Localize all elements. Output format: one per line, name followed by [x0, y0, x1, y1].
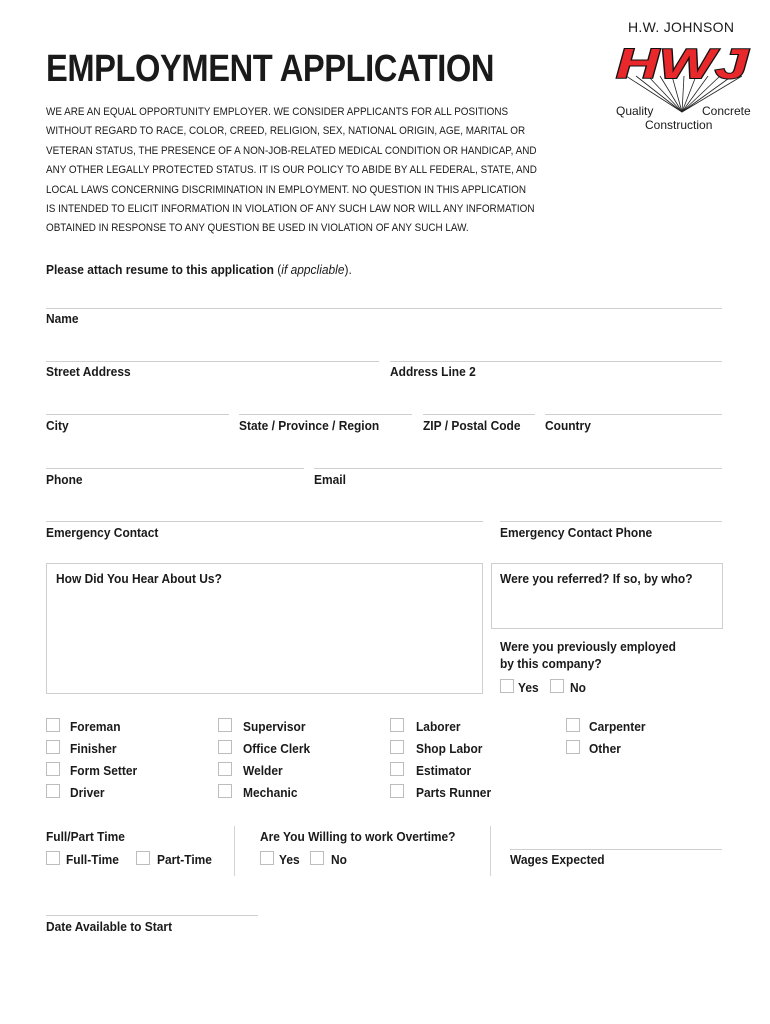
- email-input[interactable]: [314, 468, 722, 469]
- overtime-no-label: No: [331, 852, 347, 867]
- position-form-setter-checkbox[interactable]: [46, 762, 60, 776]
- position-shop-labor-label: Shop Labor: [416, 741, 483, 756]
- position-parts-runner-checkbox[interactable]: [390, 784, 404, 798]
- position-driver-label: Driver: [70, 785, 105, 800]
- overtime-no-checkbox[interactable]: [310, 851, 324, 865]
- address-line-2-label: Address Line 2: [390, 364, 476, 379]
- section-divider: [490, 826, 491, 876]
- section-divider: [234, 826, 235, 876]
- position-parts-runner-label: Parts Runner: [416, 785, 492, 800]
- zip-input[interactable]: [423, 414, 535, 415]
- eeo-line: IS INTENDED TO ELICIT INFORMATION IN VIOLATION OF ANY SUCH LAW NOR WILL ANY INFORMATION: [46, 203, 535, 216]
- emergency-contact-input[interactable]: [46, 521, 483, 522]
- overtime-yes-label: Yes: [279, 852, 300, 867]
- logo-mark: HWJ: [616, 40, 751, 87]
- wages-expected-label: Wages Expected: [510, 852, 605, 867]
- resume-instruction: [46, 262, 352, 277]
- resume-open: (: [273, 262, 282, 277]
- position-carpenter-checkbox[interactable]: [566, 718, 580, 732]
- previously-employed-no-label: No: [570, 680, 586, 695]
- address-line-2-input[interactable]: [390, 361, 722, 362]
- previously-employed-yes-label: Yes: [518, 680, 539, 695]
- position-other-label: Other: [589, 741, 621, 756]
- position-office-clerk-checkbox[interactable]: [218, 740, 232, 754]
- street-address-input[interactable]: [46, 361, 379, 362]
- position-welder-label: Welder: [243, 763, 283, 778]
- eeo-line: OBTAINED IN RESPONSE TO ANY QUESTION BE USED IN VIOLATION OF ANY SUCH LAW.: [46, 222, 469, 235]
- date-available-input[interactable]: [46, 915, 258, 916]
- position-carpenter-label: Carpenter: [589, 719, 646, 734]
- resume-italic: if appcliable: [281, 262, 345, 277]
- previously-employed-label-1: Were you previously employed: [500, 639, 676, 654]
- position-other-checkbox[interactable]: [566, 740, 580, 754]
- position-office-clerk-label: Office Clerk: [243, 741, 311, 756]
- eeo-line: WITHOUT REGARD TO RACE, COLOR, CREED, RELIGION, SEX, NATIONAL ORIGIN, AGE, MARITAL OR: [46, 125, 526, 138]
- position-mechanic-checkbox[interactable]: [218, 784, 232, 798]
- phone-label: Phone: [46, 472, 83, 487]
- eeo-line: LOCAL LAWS CONCERNING DISCRIMINATION IN EMPLOYMENT. NO QUESTION IN THIS APPLICATION: [46, 183, 527, 196]
- equal-opportunity-statement: [46, 103, 586, 239]
- zip-label: ZIP / Postal Code: [423, 418, 521, 433]
- state-label: State / Province / Region: [239, 418, 380, 433]
- position-driver-checkbox[interactable]: [46, 784, 60, 798]
- position-foreman-checkbox[interactable]: [46, 718, 60, 732]
- company-name-text: H.W. JOHNSON: [628, 19, 735, 35]
- position-shop-labor-checkbox[interactable]: [390, 740, 404, 754]
- position-finisher-checkbox[interactable]: [46, 740, 60, 754]
- name-input[interactable]: [46, 308, 722, 309]
- eeo-line: ANY OTHER LEGALLY PROTECTED STATUS. IT IS OUR POLICY TO ABIDE BY ALL FEDERAL, STATE, AND: [46, 164, 537, 177]
- phone-input[interactable]: [46, 468, 304, 469]
- position-laborer-label: Laborer: [416, 719, 461, 734]
- date-available-label: Date Available to Start: [46, 919, 173, 934]
- emergency-contact-label: Emergency Contact: [46, 525, 159, 540]
- position-foreman-label: Foreman: [70, 719, 121, 734]
- city-input[interactable]: [46, 414, 229, 415]
- resume-bold: Please attach resume to this application: [46, 262, 274, 277]
- full-part-time-label: Full/Part Time: [46, 829, 125, 844]
- page-title: EMPLOYMENT APPLICATION: [46, 48, 495, 90]
- emergency-phone-input[interactable]: [500, 521, 722, 522]
- logo-construction-text: Construction: [645, 118, 713, 132]
- previously-employed-label-2: by this company?: [500, 656, 602, 671]
- position-laborer-checkbox[interactable]: [390, 718, 404, 732]
- eeo-line: VETERAN STATUS, THE PRESENCE OF A NON-JOB-RELATED MEDICAL CONDITION OR HANDICAP, AND: [46, 144, 537, 157]
- city-label: City: [46, 418, 69, 433]
- position-estimator-checkbox[interactable]: [390, 762, 404, 776]
- position-form-setter-label: Form Setter: [70, 763, 138, 778]
- logo-quality-text: Quality: [616, 104, 654, 118]
- wages-expected-input[interactable]: [510, 849, 722, 850]
- full-time-checkbox[interactable]: [46, 851, 60, 865]
- overtime-label: Are You Willing to work Overtime?: [260, 829, 456, 844]
- position-supervisor-checkbox[interactable]: [218, 718, 232, 732]
- emergency-phone-label: Emergency Contact Phone: [500, 525, 653, 540]
- country-label: Country: [545, 418, 591, 433]
- hear-about-us-label: How Did You Hear About Us?: [56, 571, 222, 586]
- overtime-yes-checkbox[interactable]: [260, 851, 274, 865]
- country-input[interactable]: [545, 414, 722, 415]
- full-time-label: Full-Time: [66, 852, 119, 867]
- eeo-line: WE ARE AN EQUAL OPPORTUNITY EMPLOYER. WE CONSIDER APPLICANTS FOR ALL POSITIONS: [46, 106, 509, 118]
- resume-close: ).: [344, 262, 352, 277]
- email-label: Email: [314, 472, 346, 487]
- position-estimator-label: Estimator: [416, 763, 472, 778]
- state-input[interactable]: [239, 414, 412, 415]
- referred-by-label: Were you referred? If so, by who?: [500, 571, 693, 586]
- position-finisher-label: Finisher: [70, 741, 117, 756]
- previously-employed-yes-checkbox[interactable]: [500, 679, 514, 693]
- position-mechanic-label: Mechanic: [243, 785, 298, 800]
- part-time-checkbox[interactable]: [136, 851, 150, 865]
- logo-concrete-text: Concrete: [702, 104, 751, 118]
- position-supervisor-label: Supervisor: [243, 719, 306, 734]
- name-label: Name: [46, 311, 79, 326]
- previously-employed-no-checkbox[interactable]: [550, 679, 564, 693]
- position-welder-checkbox[interactable]: [218, 762, 232, 776]
- part-time-label: Part-Time: [157, 852, 212, 867]
- street-address-label: Street Address: [46, 364, 131, 379]
